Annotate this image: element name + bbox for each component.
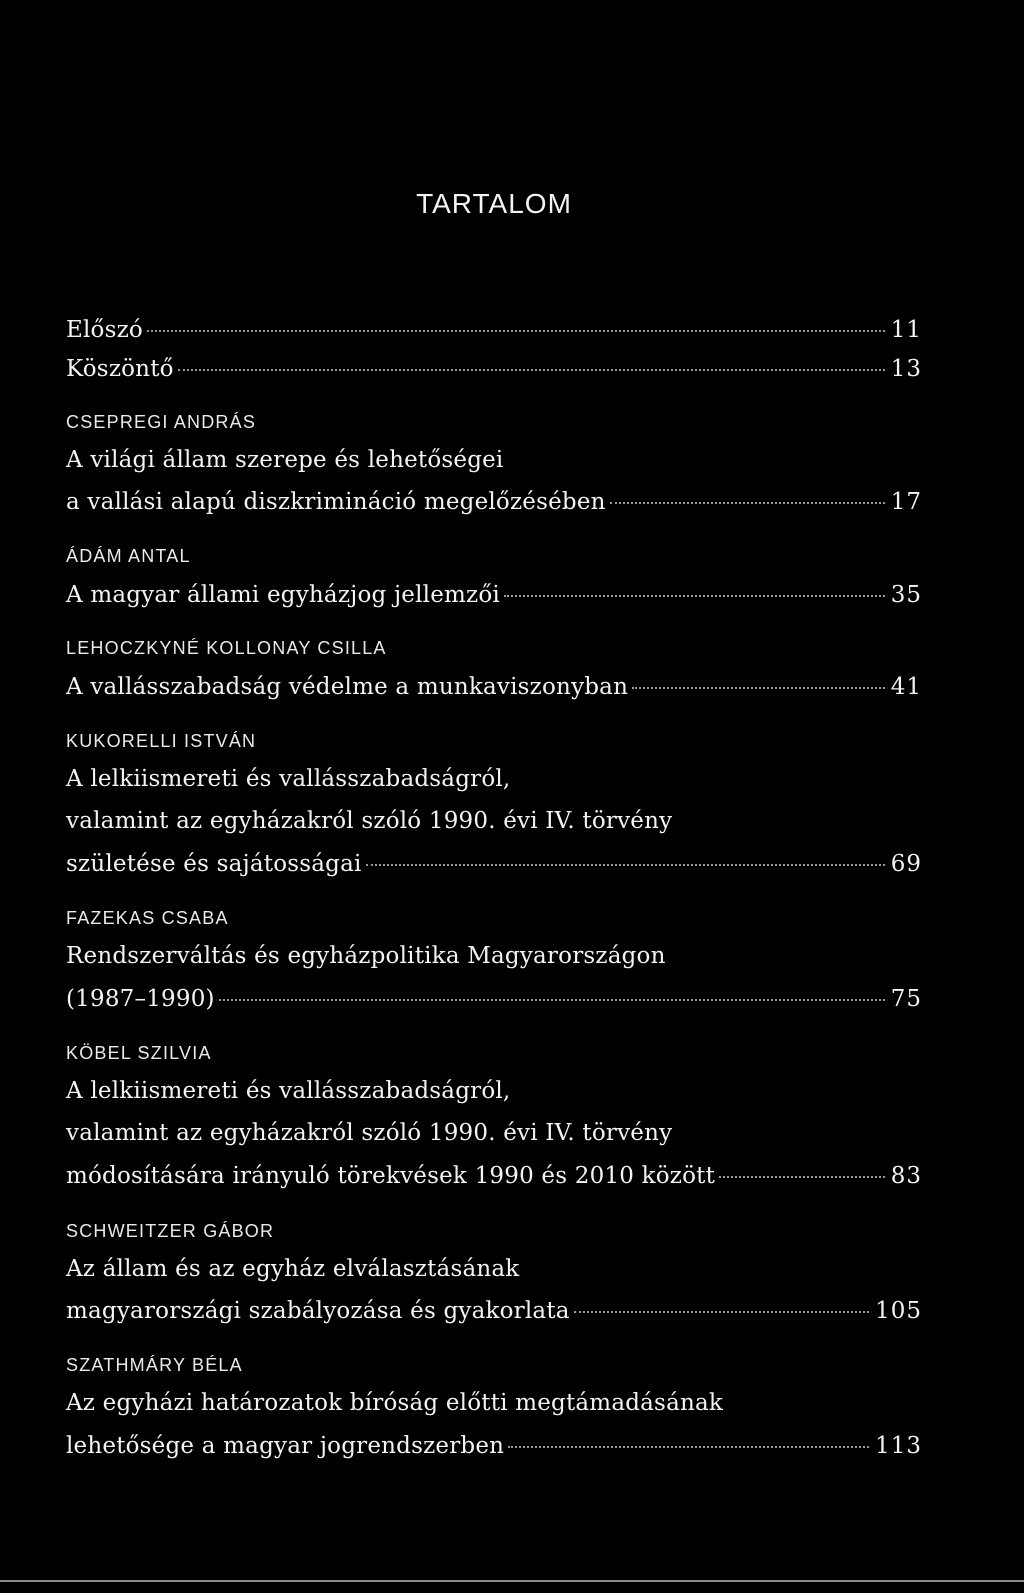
toc-page-number: 113 (875, 1433, 922, 1459)
toc-title-text: valamint az egyházakról szóló 1990. évi IV. törvény (66, 808, 673, 834)
toc-entry-last-line (66, 849, 922, 879)
toc-title-text: A lelkiismereti és vallásszabadságról, (66, 766, 511, 792)
toc-author: ÁDÁM ANTAL (66, 546, 191, 566)
toc-page-number: 69 (890, 851, 922, 877)
toc-author: LEHOCZKYNÉ KOLLONAY CSILLA (66, 638, 387, 658)
toc-entry-last-line (66, 580, 922, 610)
toc-page-number: 17 (890, 489, 922, 515)
dot-leader (719, 1176, 885, 1178)
toc-author: FAZEKAS CSABA (66, 908, 229, 928)
dot-leader (610, 502, 885, 504)
toc-author: KUKORELLI ISTVÁN (66, 731, 257, 751)
dot-leader (219, 999, 885, 1001)
dot-leader (504, 595, 885, 597)
toc-page-number: 105 (875, 1298, 922, 1324)
toc-page-number: 41 (890, 674, 922, 700)
toc-author: KÖBEL SZILVIA (66, 1043, 212, 1063)
toc-title-line (66, 806, 922, 836)
toc-entry-preface (66, 315, 922, 345)
dot-leader (366, 864, 885, 866)
toc-page-number: 75 (890, 986, 922, 1012)
toc-page-number: 35 (890, 582, 922, 608)
toc-page-number: 13 (890, 356, 922, 382)
toc-entry-last-line (66, 672, 922, 702)
toc-title-line (66, 1254, 922, 1284)
toc-title-text: lehetősége a magyar jogrendszerben (66, 1433, 505, 1459)
toc-author: SCHWEITZER GÁBOR (66, 1221, 275, 1241)
dot-leader (632, 687, 885, 689)
toc-title-text: A vallásszabadság védelme a munkaviszonyban (66, 674, 629, 700)
toc-title-text: Az egyházi határozatok bíróság előtti megtámadásának (66, 1390, 724, 1416)
toc-title-text: Rendszerváltás és egyházpolitika Magyarországon (66, 943, 666, 969)
toc-title-line (66, 445, 922, 475)
toc-title-line (66, 941, 922, 971)
toc-title-text: (1987–1990) (66, 986, 215, 1012)
toc-title-text: A magyar állami egyházjog jellemzői (66, 582, 500, 608)
toc-title-line (66, 1118, 922, 1148)
toc-author: CSEPREGI ANDRÁS (66, 412, 257, 432)
toc-title-line (66, 1076, 922, 1106)
bottom-divider (0, 1580, 1024, 1582)
page-title: TARTALOM (416, 188, 572, 219)
toc-entry-last-line (66, 984, 922, 1014)
toc-title-text: születése és sajátosságai (66, 851, 362, 877)
toc-entry-last-line (66, 1431, 922, 1461)
toc-entry-last-line (66, 1296, 922, 1326)
toc-title-text: Az állam és az egyház elválasztásának (66, 1256, 520, 1282)
dot-leader (508, 1446, 869, 1448)
toc-entry-title: Köszöntő (66, 356, 174, 382)
toc-entry-title: Előszó (66, 317, 143, 343)
toc-title-text: A lelkiismereti és vallásszabadságról, (66, 1078, 511, 1104)
toc-title-text: módosítására irányuló törekvések 1990 és 2010 között (66, 1163, 716, 1189)
toc-entry-last-line (66, 487, 922, 517)
toc-page-number: 11 (890, 317, 922, 343)
toc-title-text: a vallási alapú diszkrimináció megelőzésében (66, 489, 606, 515)
dot-leader (178, 369, 885, 371)
toc-author: SZATHMÁRY BÉLA (66, 1355, 243, 1375)
toc-title-text: valamint az egyházakról szóló 1990. évi IV. törvény (66, 1120, 673, 1146)
toc-title-line (66, 1388, 922, 1418)
dot-leader (574, 1311, 869, 1313)
toc-title-text: magyarországi szabályozása és gyakorlata (66, 1298, 570, 1324)
toc-title-text: A világi állam szerepe és lehetőségei (66, 447, 504, 473)
toc-page-number: 83 (890, 1163, 922, 1189)
toc-entry-greeting (66, 354, 922, 384)
toc-entry-last-line (66, 1161, 922, 1191)
dot-leader (147, 330, 885, 332)
toc-title-line (66, 764, 922, 794)
